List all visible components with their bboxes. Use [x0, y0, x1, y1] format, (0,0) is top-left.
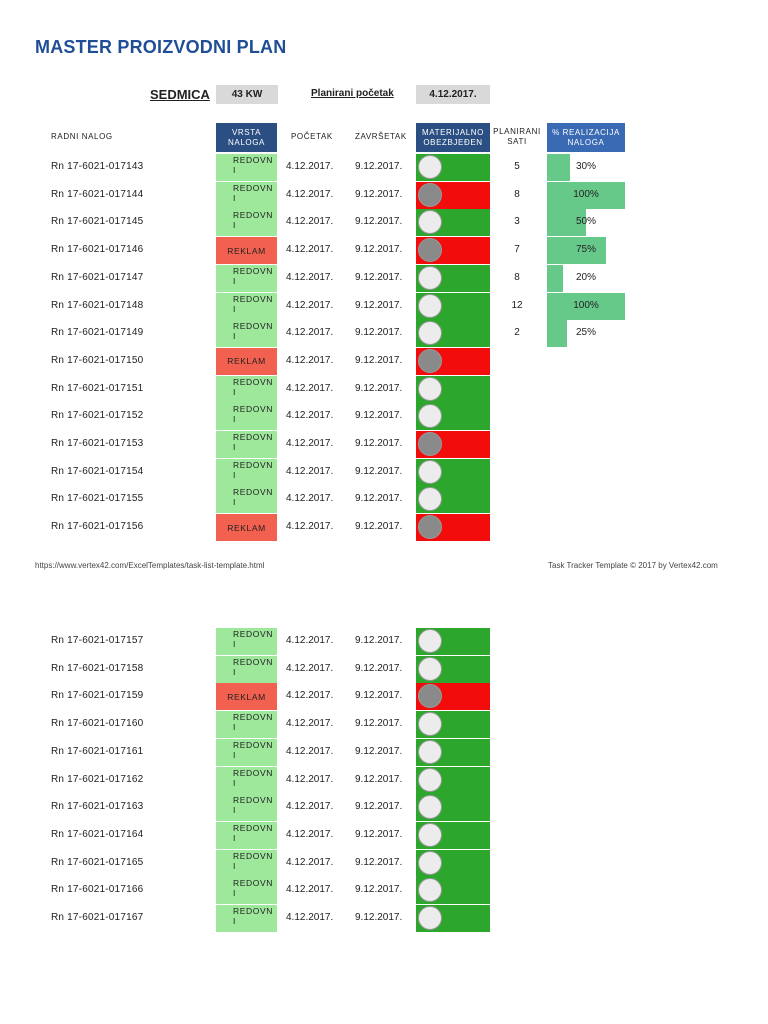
- circle-status-icon: [418, 266, 442, 290]
- header-order: RADNI NALOG: [51, 132, 113, 141]
- planned-hours-cell[interactable]: 2: [514, 327, 520, 339]
- table-row[interactable]: [0, 822, 768, 849]
- material-status-cell[interactable]: [416, 514, 490, 541]
- order-id-cell[interactable]: Rn 17-6021-017167: [51, 912, 144, 923]
- start-date-cell[interactable]: 4.12.2017.: [286, 493, 334, 505]
- material-status-cell[interactable]: [416, 431, 490, 458]
- planned-hours-cell[interactable]: 7: [514, 244, 520, 256]
- order-type-label: REDOVN I: [233, 906, 273, 926]
- circle-status-icon: [418, 851, 442, 875]
- start-date-cell[interactable]: 4.12.2017.: [286, 382, 334, 394]
- order-type-cell[interactable]: [216, 403, 277, 430]
- order-type-cell[interactable]: [216, 628, 277, 655]
- order-id-cell[interactable]: Rn 17-6021-017163: [51, 801, 144, 813]
- order-type-cell[interactable]: [216, 850, 277, 877]
- material-status-cell[interactable]: [416, 209, 490, 236]
- order-type-label: REDOVN I: [233, 459, 273, 480]
- table-row[interactable]: [0, 850, 768, 877]
- start-date-cell[interactable]: 4.12.2017.: [286, 410, 334, 422]
- material-status-cell[interactable]: [416, 320, 490, 347]
- order-type-cell[interactable]: [216, 182, 277, 209]
- material-status-cell[interactable]: [416, 683, 490, 710]
- order-id-cell[interactable]: Rn 17-6021-017166: [51, 884, 144, 896]
- order-type-label: REDOVN I: [233, 822, 273, 843]
- order-id-cell[interactable]: Rn 17-6021-017143: [51, 161, 144, 172]
- end-date-cell[interactable]: 9.12.2017.: [355, 801, 403, 813]
- order-id-cell[interactable]: Rn 17-6021-017164: [51, 828, 144, 840]
- planned-hours-cell[interactable]: 5: [514, 161, 520, 172]
- order-id-cell[interactable]: Rn 17-6021-017147: [51, 271, 144, 283]
- order-id-cell[interactable]: Rn 17-6021-017153: [51, 438, 144, 449]
- order-type-label: REDOVN I: [233, 182, 273, 203]
- order-type-cell[interactable]: [216, 905, 277, 932]
- end-date-cell[interactable]: 9.12.2017.: [355, 690, 403, 702]
- material-status-cell[interactable]: [416, 628, 490, 655]
- order-type-label: REKLAM: [227, 356, 266, 367]
- table-row[interactable]: [0, 905, 768, 932]
- order-type-cell[interactable]: [216, 711, 277, 738]
- order-id-cell[interactable]: Rn 17-6021-017160: [51, 718, 144, 730]
- order-id-cell[interactable]: Rn 17-6021-017159: [51, 690, 144, 702]
- order-id-cell[interactable]: Rn 17-6021-017144: [51, 188, 144, 200]
- order-id-cell[interactable]: Rn 17-6021-017151: [51, 382, 144, 394]
- realization-percent-cell[interactable]: 30%: [575, 161, 596, 172]
- material-status-cell[interactable]: [416, 905, 490, 932]
- order-type-label: REDOVN I: [233, 376, 273, 397]
- planned-hours-cell[interactable]: 3: [514, 216, 520, 228]
- realization-percent-cell[interactable]: 100%: [573, 299, 599, 311]
- start-date-cell[interactable]: 4.12.2017.: [286, 718, 334, 730]
- material-status-cell[interactable]: [416, 459, 490, 486]
- start-date-cell[interactable]: 4.12.2017.: [286, 662, 334, 674]
- circle-status-icon: [418, 684, 442, 708]
- week-value-cell[interactable]: 43 KW: [216, 85, 278, 104]
- week-label: SEDMICA: [150, 87, 210, 102]
- circle-status-icon: [418, 460, 442, 484]
- material-status-cell[interactable]: [416, 154, 490, 181]
- order-type-label: REDOVN I: [233, 739, 273, 760]
- table-row[interactable]: [0, 683, 768, 710]
- header-hours: PLANIRANI SATI: [493, 127, 541, 146]
- realization-percent-cell[interactable]: 25%: [575, 327, 596, 339]
- order-type-label: REDOVN I: [233, 293, 273, 314]
- material-status-cell[interactable]: [416, 265, 490, 292]
- header-start: POČETAK: [291, 132, 333, 141]
- start-date-cell[interactable]: 4.12.2017.: [286, 745, 334, 757]
- start-date-cell[interactable]: 4.12.2017.: [286, 884, 334, 896]
- order-id-cell[interactable]: Rn 17-6021-017154: [51, 465, 144, 477]
- order-type-label: REDOVN I: [233, 265, 273, 286]
- order-type-cell[interactable]: [216, 514, 277, 541]
- start-date-cell[interactable]: 4.12.2017.: [286, 801, 334, 813]
- start-date-cell[interactable]: 4.12.2017.: [286, 271, 334, 283]
- circle-status-icon: [418, 183, 442, 207]
- end-date-cell[interactable]: 9.12.2017.: [355, 521, 403, 533]
- order-id-cell[interactable]: Rn 17-6021-017152: [51, 410, 144, 422]
- end-date-cell[interactable]: 9.12.2017.: [355, 635, 403, 646]
- order-type-label: REDOVN I: [233, 487, 273, 508]
- material-status-cell[interactable]: [416, 850, 490, 877]
- circle-status-icon: [418, 321, 442, 345]
- material-status-cell[interactable]: [416, 794, 490, 821]
- order-type-cell[interactable]: [216, 877, 277, 904]
- order-type-label: REDOVN I: [233, 712, 273, 733]
- order-type-label: REDOVN I: [233, 321, 273, 342]
- order-type-label: REDOVN I: [233, 656, 273, 677]
- circle-status-icon: [418, 294, 442, 318]
- end-date-cell[interactable]: 9.12.2017.: [355, 718, 403, 730]
- realization-percent-cell[interactable]: 50%: [575, 216, 596, 228]
- material-status-cell[interactable]: [416, 376, 490, 403]
- order-type-label: REDOVN I: [233, 432, 273, 452]
- order-id-cell[interactable]: Rn 17-6021-017150: [51, 354, 144, 366]
- order-type-cell[interactable]: [216, 320, 277, 347]
- page-title: MASTER PROIZVODNI PLAN: [35, 37, 287, 57]
- circle-status-icon: [418, 629, 442, 653]
- footer-copyright: Task Tracker Template © 2017 by Vertex42.com: [548, 561, 718, 570]
- order-type-label: REKLAM: [227, 522, 266, 533]
- start-date-cell[interactable]: 4.12.2017.: [286, 856, 334, 868]
- planned-hours-cell[interactable]: 12: [511, 299, 523, 311]
- table-row[interactable]: [0, 293, 768, 320]
- material-status-cell[interactable]: [416, 711, 490, 738]
- material-status-cell[interactable]: [416, 739, 490, 766]
- order-type-label: REDOVN I: [233, 210, 273, 231]
- circle-status-icon: [418, 210, 442, 234]
- end-date-cell[interactable]: 9.12.2017.: [355, 828, 403, 840]
- end-date-cell[interactable]: 9.12.2017.: [355, 410, 403, 422]
- start-date-cell[interactable]: 4.12.2017.: [286, 828, 334, 840]
- order-type-label: REDOVN I: [233, 629, 273, 649]
- order-type-cell[interactable]: [216, 794, 277, 821]
- table-row[interactable]: [0, 182, 768, 209]
- order-type-label: REDOVN I: [233, 767, 273, 788]
- circle-status-icon: [418, 657, 442, 681]
- table-row[interactable]: [0, 459, 768, 486]
- end-date-cell[interactable]: 9.12.2017.: [355, 216, 403, 228]
- realization-percent-cell[interactable]: 20%: [575, 271, 596, 283]
- order-id-cell[interactable]: Rn 17-6021-017161: [51, 745, 144, 757]
- table-row[interactable]: [0, 431, 768, 458]
- end-date-cell[interactable]: 9.12.2017.: [355, 856, 403, 868]
- order-type-label: REDOVN I: [233, 404, 273, 425]
- circle-status-icon: [418, 878, 442, 902]
- table-row[interactable]: [0, 628, 768, 655]
- end-date-cell[interactable]: 9.12.2017.: [355, 161, 403, 172]
- end-date-cell[interactable]: 9.12.2017.: [355, 662, 403, 674]
- order-type-label: REDOVN I: [233, 850, 273, 871]
- start-date-cell[interactable]: 4.12.2017.: [286, 773, 334, 785]
- planned-hours-cell[interactable]: 8: [514, 271, 520, 283]
- table-row[interactable]: [0, 514, 768, 541]
- order-type-cell[interactable]: [216, 739, 277, 766]
- start-date-cell[interactable]: 4.12.2017.: [286, 188, 334, 200]
- start-date-cell[interactable]: 4.12.2017.: [286, 521, 334, 533]
- order-type-cell[interactable]: [216, 265, 277, 292]
- start-date-cell[interactable]: 4.12.2017.: [286, 299, 334, 311]
- order-type-cell[interactable]: [216, 154, 277, 181]
- material-status-cell[interactable]: [416, 348, 490, 375]
- circle-status-icon: [418, 404, 442, 428]
- order-id-cell[interactable]: Rn 17-6021-017157: [51, 635, 144, 646]
- order-type-cell[interactable]: [216, 293, 277, 320]
- order-id-cell[interactable]: Rn 17-6021-017155: [51, 493, 144, 505]
- order-type-cell[interactable]: [216, 767, 277, 794]
- table-row[interactable]: [0, 154, 768, 181]
- order-type-cell[interactable]: [216, 376, 277, 403]
- order-type-label: REKLAM: [227, 691, 266, 702]
- start-date-cell[interactable]: 4.12.2017.: [286, 690, 334, 702]
- order-type-cell[interactable]: [216, 459, 277, 486]
- table-row[interactable]: [0, 348, 768, 375]
- end-date-cell[interactable]: 9.12.2017.: [355, 912, 403, 923]
- material-status-cell[interactable]: [416, 293, 490, 320]
- start-date-cell[interactable]: 4.12.2017.: [286, 216, 334, 228]
- start-date-cell[interactable]: 4.12.2017.: [286, 244, 334, 256]
- footer-link[interactable]: https://www.vertex42.com/ExcelTemplates/task-list-template.html: [35, 561, 265, 570]
- header-material: MATERIJALNO OBEZBJEĐEN: [416, 123, 490, 152]
- material-status-cell[interactable]: [416, 822, 490, 849]
- order-type-cell[interactable]: [216, 683, 277, 710]
- circle-status-icon: [418, 349, 442, 373]
- circle-status-icon: [418, 768, 442, 792]
- end-date-cell[interactable]: 9.12.2017.: [355, 244, 403, 256]
- material-status-cell[interactable]: [416, 486, 490, 513]
- planned-start-label: Planirani početak: [311, 88, 394, 99]
- order-id-cell[interactable]: Rn 17-6021-017149: [51, 327, 144, 339]
- order-id-cell[interactable]: Rn 17-6021-017148: [51, 299, 144, 311]
- end-date-cell[interactable]: 9.12.2017.: [355, 382, 403, 394]
- end-date-cell[interactable]: 9.12.2017.: [355, 188, 403, 200]
- table-row[interactable]: [0, 265, 768, 292]
- order-type-cell[interactable]: [216, 237, 277, 264]
- start-date-cell[interactable]: 4.12.2017.: [286, 327, 334, 339]
- table-row[interactable]: [0, 767, 768, 794]
- order-type-label: REDOVN I: [233, 795, 273, 816]
- material-status-cell[interactable]: [416, 656, 490, 683]
- end-date-cell[interactable]: 9.12.2017.: [355, 465, 403, 477]
- order-type-cell[interactable]: [216, 209, 277, 236]
- table-row[interactable]: [0, 209, 768, 236]
- table-row[interactable]: [0, 403, 768, 430]
- planned-hours-cell[interactable]: 8: [514, 188, 520, 200]
- order-id-cell[interactable]: Rn 17-6021-017145: [51, 216, 144, 228]
- order-type-cell[interactable]: [216, 822, 277, 849]
- circle-status-icon: [418, 823, 442, 847]
- material-status-cell[interactable]: [416, 877, 490, 904]
- order-id-cell[interactable]: Rn 17-6021-017158: [51, 662, 144, 674]
- order-type-cell[interactable]: [216, 656, 277, 683]
- table-row[interactable]: [0, 656, 768, 683]
- table-row[interactable]: [0, 376, 768, 403]
- order-type-cell[interactable]: [216, 486, 277, 513]
- circle-status-icon: [418, 155, 442, 179]
- table-row[interactable]: [0, 877, 768, 904]
- circle-status-icon: [418, 712, 442, 736]
- table-row[interactable]: [0, 739, 768, 766]
- start-date-cell[interactable]: 4.12.2017.: [286, 438, 334, 449]
- start-date-cell[interactable]: 4.12.2017.: [286, 354, 334, 366]
- table-row[interactable]: [0, 794, 768, 821]
- table-row[interactable]: [0, 711, 768, 738]
- start-date-cell[interactable]: 4.12.2017.: [286, 635, 334, 646]
- end-date-cell[interactable]: 9.12.2017.: [355, 493, 403, 505]
- order-type-cell[interactable]: [216, 431, 277, 458]
- end-date-cell[interactable]: 9.12.2017.: [355, 271, 403, 283]
- material-status-cell[interactable]: [416, 767, 490, 794]
- order-type-label: REDOVN I: [233, 878, 273, 899]
- table-row[interactable]: [0, 237, 768, 264]
- order-id-cell[interactable]: Rn 17-6021-017156: [51, 521, 144, 533]
- table-row[interactable]: [0, 486, 768, 513]
- end-date-cell[interactable]: 9.12.2017.: [355, 438, 403, 449]
- table-row[interactable]: [0, 320, 768, 347]
- circle-status-icon: [418, 377, 442, 401]
- circle-status-icon: [418, 515, 442, 539]
- material-status-cell[interactable]: [416, 182, 490, 209]
- end-date-cell[interactable]: 9.12.2017.: [355, 884, 403, 896]
- circle-status-icon: [418, 238, 442, 262]
- end-date-cell[interactable]: 9.12.2017.: [355, 354, 403, 366]
- end-date-cell[interactable]: 9.12.2017.: [355, 773, 403, 785]
- order-type-label: REDOVN I: [233, 155, 273, 175]
- start-date-cell[interactable]: 4.12.2017.: [286, 912, 334, 923]
- circle-status-icon: [418, 432, 442, 456]
- circle-status-icon: [418, 795, 442, 819]
- header-end: ZAVRŠETAK: [355, 132, 407, 141]
- start-date-cell[interactable]: 4.12.2017.: [286, 161, 334, 172]
- order-type-label: REKLAM: [227, 245, 266, 256]
- material-status-cell[interactable]: [416, 403, 490, 430]
- circle-status-icon: [418, 906, 442, 930]
- circle-status-icon: [418, 487, 442, 511]
- end-date-cell[interactable]: 9.12.2017.: [355, 745, 403, 757]
- planned-start-value-cell[interactable]: 4.12.2017.: [416, 85, 490, 104]
- order-id-cell[interactable]: Rn 17-6021-017162: [51, 773, 144, 785]
- order-id-cell[interactable]: Rn 17-6021-017165: [51, 856, 144, 868]
- start-date-cell[interactable]: 4.12.2017.: [286, 465, 334, 477]
- order-id-cell[interactable]: Rn 17-6021-017146: [51, 244, 144, 256]
- realization-percent-cell[interactable]: 75%: [575, 244, 596, 256]
- realization-percent-cell[interactable]: 100%: [573, 188, 599, 200]
- header-type: VRSTA NALOGA: [216, 123, 277, 152]
- material-status-cell[interactable]: [416, 237, 490, 264]
- end-date-cell[interactable]: 9.12.2017.: [355, 299, 403, 311]
- order-type-cell[interactable]: [216, 348, 277, 375]
- end-date-cell[interactable]: 9.12.2017.: [355, 327, 403, 339]
- header-realization: % REALIZACIJA NALOGA: [547, 123, 625, 152]
- circle-status-icon: [418, 740, 442, 764]
